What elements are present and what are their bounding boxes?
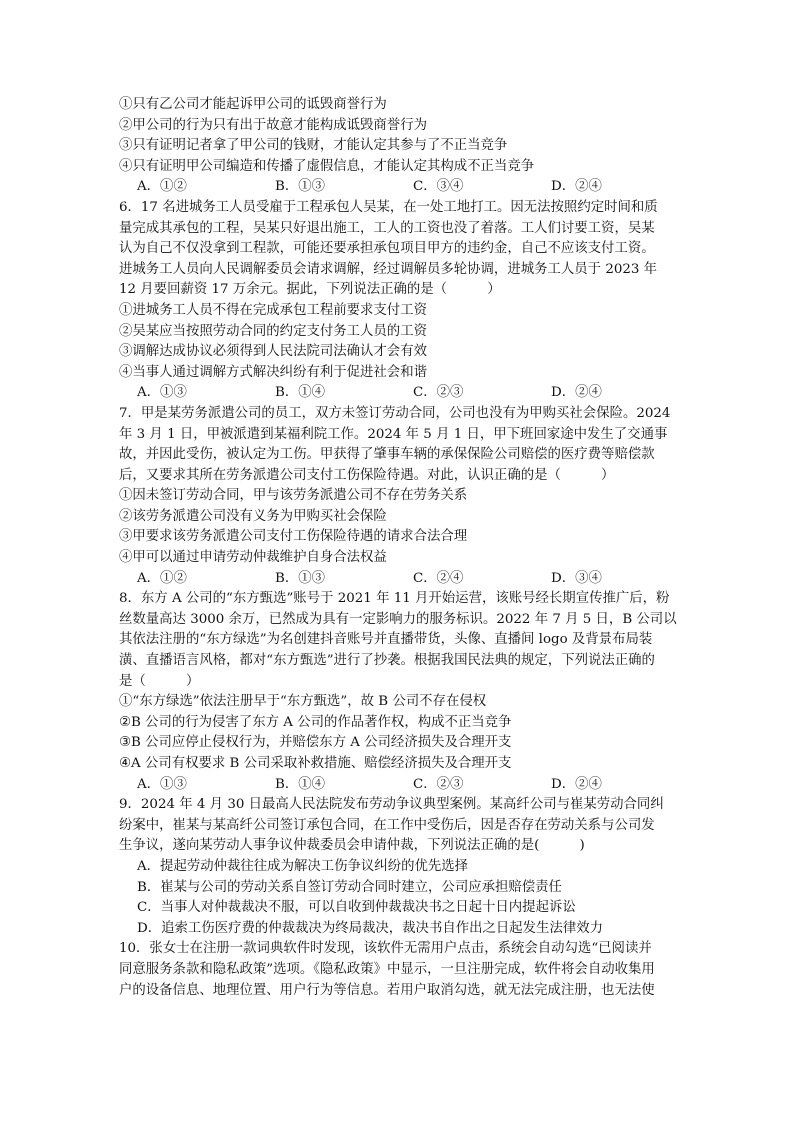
- q9-stem-line: 9．2024 年 4 月 30 日最高人民法院发布劳动争议典型案例。某高纤公司与崔某劳动合同纠: [119, 797, 664, 813]
- q9-stem-line: 生争议，遂向某劳动人事争议仲裁委员会申请仲裁，下列说法正确的是( ): [119, 838, 585, 854]
- q9-stem-line: 纷案中，崔某与某高纤公司签订承包合同，在工作中受伤后，因是否存在劳动关系与公司发: [119, 817, 655, 833]
- question-9: [119, 795, 684, 939]
- q7-statement-2: ②该劳务派遣公司没有义务为甲购买社会保险: [119, 508, 387, 524]
- q6-statement-3: ③调解达成协议必须得到人民法院司法确认才会有效: [119, 344, 427, 360]
- q6-options: [119, 383, 684, 404]
- q10-stem-line: 同意服务条款和隐私政策”选项。《隐私政策》中显示，一旦注册完成，软件将会自动收集用: [119, 961, 655, 977]
- q5-option-d: D．②④: [551, 179, 602, 195]
- q5-option-a: A．①②: [137, 179, 187, 195]
- q6-stem-line: 6．17 名进城务工人员受雇于工程承包人吴某，在一处工地打工。因无法按照约定时间和质: [119, 199, 658, 215]
- q10-stem-line: 户的设备信息、地理位置、用户行为等信息。若用户取消勾选，就无法完成注册，也无法使: [119, 982, 655, 998]
- q8-option-a: A．①③: [137, 776, 187, 792]
- q6-stem-line: 12 月要回薪资 17 万余元。据此，下列说法正确的是（ ）: [119, 282, 501, 298]
- q5-statement-1: ①只有乙公司才能起诉甲公司的诋毁商誉行为: [119, 97, 387, 112]
- q8-option-c: C．②③: [413, 776, 464, 792]
- q6-stem-line: 量完成其承包的工程，吴某只好退出施工，工人的工资也没了着落。工人们讨要工资，吴某: [119, 220, 655, 236]
- q6-option-b: B．①④: [275, 385, 326, 401]
- q9-option-c: C．当事人对仲裁裁决不服，可以自收到仲裁裁决书之日起十日内提起诉讼: [137, 900, 576, 916]
- q7-statement-3: ③甲要求该劳务派遣公司支付工伤保险待遇的请求合法合理: [119, 529, 468, 545]
- q5-option-c: C．③④: [413, 179, 464, 195]
- q5-statement-2: ②甲公司的行为只有出于故意才能构成诋毁商誉行为: [119, 117, 427, 133]
- q7-option-c: C．②④: [413, 570, 464, 586]
- q7-statement-4: ④甲可以通过申请劳动仲裁维护自身合法权益: [119, 550, 387, 566]
- q8-stem-line: 丝数量高达 3000 余万，已然成为具有一定影响力的服务标识。2022 年 7 月 5 日，B 公司以: [119, 611, 677, 627]
- q7-option-a: A．①②: [137, 570, 187, 586]
- q9-option-a: A．提起劳动仲裁往往成为解决工伤争议纠纷的优先选择: [137, 858, 469, 874]
- q5-statement-4: ④只有证明甲公司编造和传播了虚假信息，才能认定其构成不正当竞争: [119, 158, 535, 174]
- q5-options: [119, 177, 684, 198]
- question-7: [119, 404, 684, 589]
- q7-options: [119, 569, 684, 590]
- q7-option-d: D．③④: [551, 570, 602, 586]
- q6-option-a: A．①③: [137, 385, 187, 401]
- q6-statement-4: ④当事人通过调解方式解决纠纷有利于促进社会和谐: [119, 364, 427, 380]
- q8-statement-3: ③B 公司应停止侵权行为，并赔偿东方 A 公司经济损失及合理开支: [119, 735, 512, 751]
- question-8: [119, 589, 684, 795]
- q8-statement-2: ②B 公司的行为侵害了东方 A 公司的作品著作权，构成不正当竞争: [119, 714, 512, 730]
- q5-option-b: B．①③: [275, 179, 326, 195]
- q8-statement-4: ④A 公司有权要求 B 公司采取补救措施、赔偿经济损失及合理开支: [119, 756, 512, 771]
- q6-option-c: C．②③: [413, 385, 464, 401]
- q7-stem-line: 故，并因此受伤，被认定为工伤。甲获得了肇事车辆的承保保险公司赔偿的医疗费等赔偿款: [119, 447, 655, 463]
- question-5-tail: [119, 95, 684, 198]
- q8-stem-line: 潢、直播语言风格，都对“东方甄选”进行了抄袭。根据我国民法典的规定，下列说法正确的: [119, 653, 655, 669]
- q8-stem-line: 是（ ）: [119, 673, 200, 689]
- q7-stem-line: 年 3 月 1 日，甲被派遣到某福利院工作。2024 年 5 月 1 日，甲下班回家途中发生了交通事: [119, 426, 668, 442]
- q7-stem-line: 7．甲是某劳务派遣公司的员工，双方未签订劳动合同，公司也没有为甲购买社会保险。2024: [119, 405, 671, 421]
- q9-option-d: D．追索工伤医疗费的仲裁裁决为终局裁决，裁决书自作出之日起发生法律效力: [137, 920, 604, 936]
- q7-statement-1: ①因未签订劳动合同，甲与该劳务派遣公司不存在劳务关系: [119, 488, 468, 504]
- q6-option-d: D．②④: [551, 385, 602, 401]
- q5-statement-3: ③只有证明记者拿了甲公司的钱财，才能认定其参与了不正当竞争: [119, 138, 508, 154]
- q8-statement-1: ①“东方绿选”依法注册早于“东方甄选”，故 B 公司不存在侵权: [119, 694, 487, 710]
- q8-stem-line: 8．东方 A 公司的“东方甄选”账号于 2021 年 11 月开始运营，该账号经长期宣传推广后，粉: [119, 591, 670, 607]
- q6-statement-1: ①进城务工人员不得在完成承包工程前要求支付工资: [119, 302, 427, 318]
- q7-stem-line: 后，又要求其所在劳务派遣公司支付工伤保险待遇。对此，认识正确的是（ ）: [119, 467, 615, 483]
- q6-stem-line: 进城务工人员向人民调解委员会请求调解，经过调解员多轮协调，进城务工人员于 2023 年: [119, 261, 658, 277]
- question-10: [119, 939, 684, 1001]
- q6-stem-line: 认为自己不仅没拿到工程款，可能还要承担承包项目甲方的违约金，自己不应该支付工资。: [119, 241, 655, 257]
- q8-option-d: D．②④: [551, 776, 602, 792]
- q8-options: [119, 775, 684, 796]
- q10-stem-line: 10．张女士在注册一款词典软件时发现，该软件无需用户点击，系统会自动勾选“已阅读并: [119, 941, 652, 957]
- q6-statement-2: ②吴某应当按照劳动合同的约定支付务工人员的工资: [119, 323, 427, 339]
- q7-option-b: B．①③: [275, 570, 326, 586]
- q8-stem-line: 其依法注册的“东方绿选”为名创建抖音账号并直播带货，头像、直播间 logo 及背景布局装: [119, 632, 653, 648]
- q9-option-b: B．崔某与公司的劳动关系自签订劳动合同时建立，公司应承担赔偿责任: [137, 879, 562, 895]
- question-6: [119, 198, 684, 404]
- q8-option-b: B．①④: [275, 776, 326, 792]
